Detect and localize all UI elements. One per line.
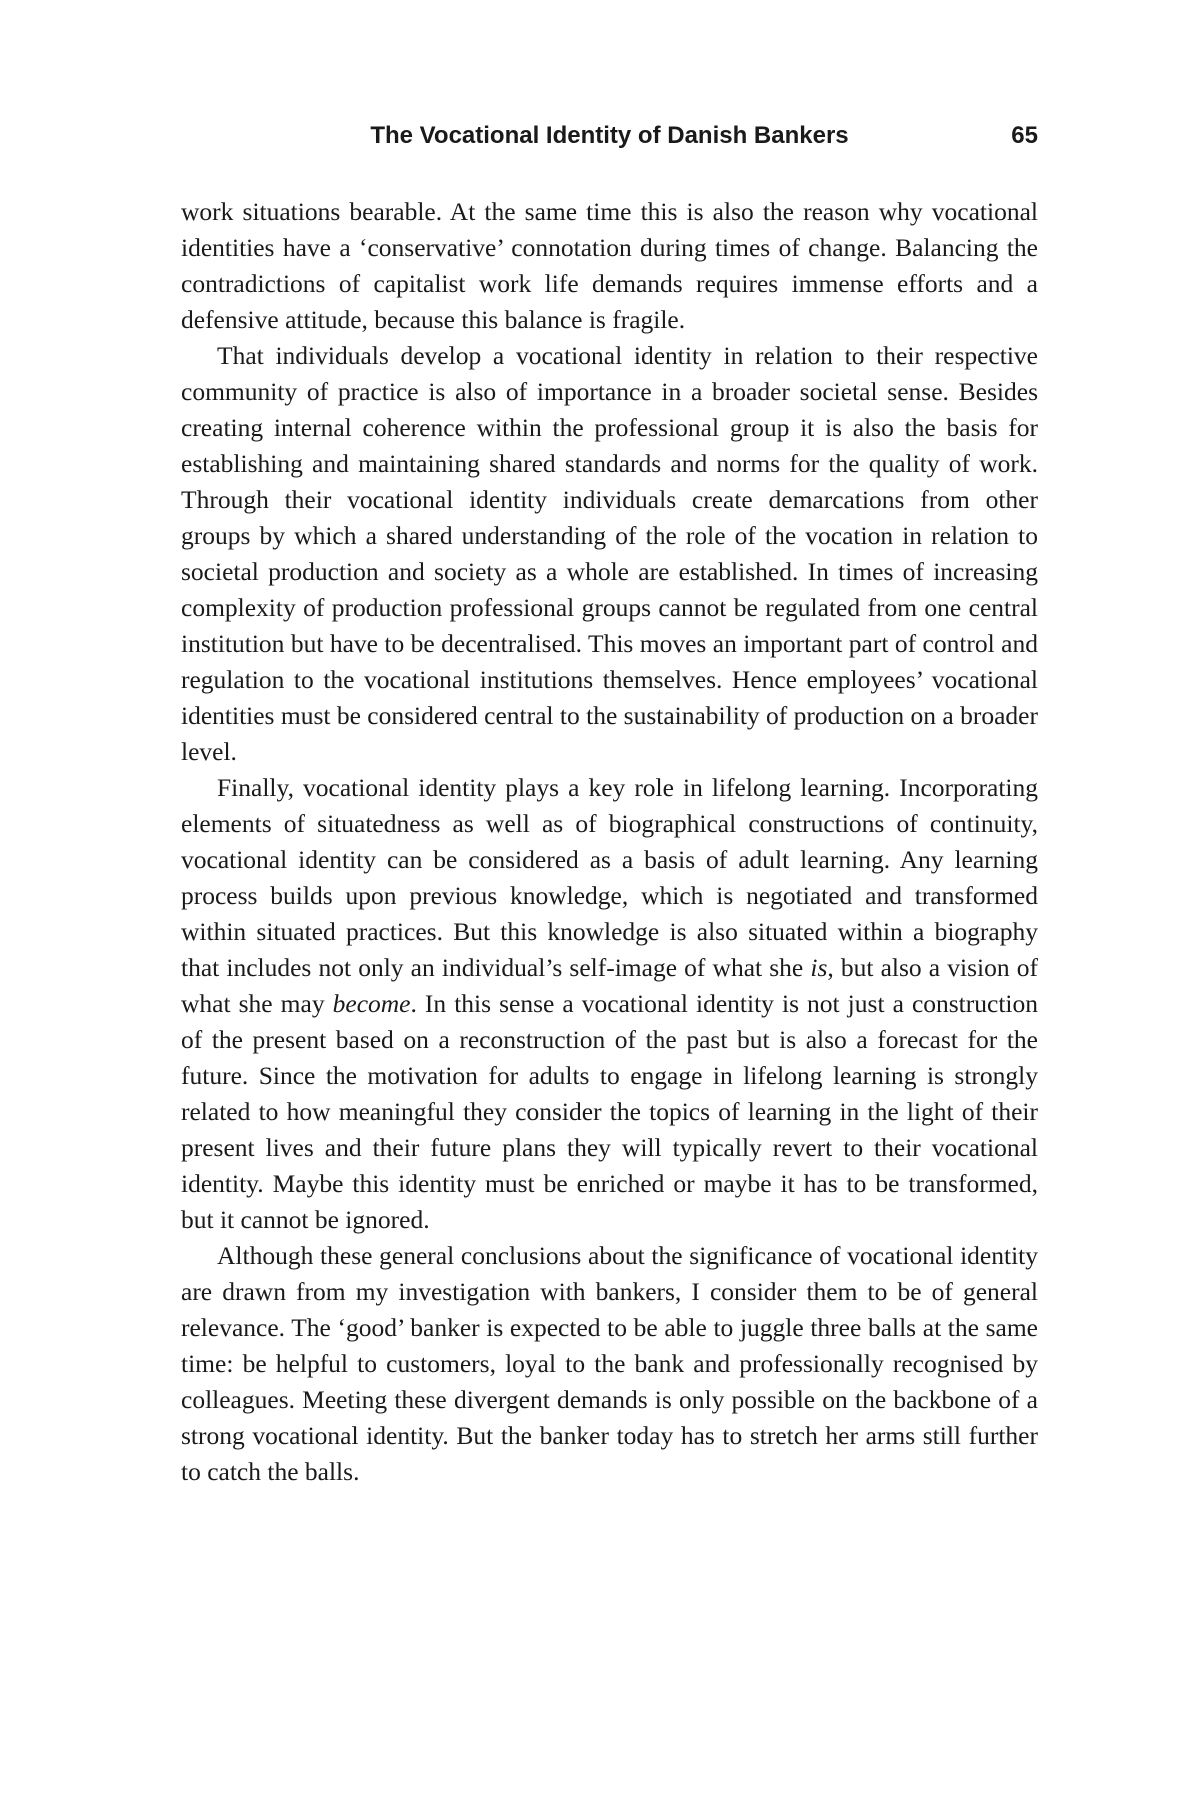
paragraph-lifelong-learning bbox=[181, 770, 1038, 1238]
paragraph-continuation: work situations bearable. At the same time this is also the reason why vocational identities have a ‘conservative’ connotation during times of change. Balancing the contradictions of capitalist work life demands requires immense efforts and a defensive attitude, because this balance is fragile. bbox=[181, 197, 1038, 334]
paragraph-general-relevance: Although these general conclusions about the significance of vocational identity are drawn from my investigation with bankers, I consider them to be of general relevance. The ‘good’ banker is expected to be able to juggle three balls at the same time: be helpful to customers, loyal to the bank and professionally recognised by colleagues. Meeting these divergent demands is only possible on the backbone of a strong vocational identity. But the banker today has to stretch her arms still further to catch the balls. bbox=[181, 1241, 1038, 1486]
running-title: The Vocational Identity of Danish Bankers bbox=[370, 122, 849, 149]
paragraph-text: Finally, vocational identity plays a key role in lifelong learning. Incorporating elements of situatedness as well as of biographical constructions of continuity, vocational identity can be considered as a basis of adult learning. Any learning process builds upon previous knowledge, which is negotiated and transformed within situated practices. But this knowledge is also situated within a biography that includes not only an individual’s self-image of what she bbox=[181, 773, 1038, 982]
paragraph-text: , but also a vision of what she may bbox=[181, 953, 1038, 1018]
page-number: 65 bbox=[1011, 122, 1038, 149]
body-text bbox=[181, 194, 1038, 1490]
emphasis-is: is bbox=[810, 953, 828, 982]
paragraph-text: . In this sense a vocational identity is not just a construction of the present based on a reconstruction of the past but is also a forecast for the future. Since the motivation for adults to engage in lifelong learning is strongly related to how meaningful they consider the topics of learning in the light of their present lives and their future plans they will typically revert to their vocational identity. Maybe this identity must be enriched or maybe it has to be transformed, but it cannot be ignored. bbox=[181, 989, 1039, 1234]
paragraph-community-of-practice: That individuals develop a vocational identity in relation to their respective community of practice is also of importance in a broader societal sense. Besides creating internal coherence within the professional group it is also the basis for establishing and maintaining shared standards and norms for the quality of work. Through their vocational identity individuals create demarcations from other groups by which a shared understanding of the role of the vocation in relation to societal production and society as a whole are established. In times of increasing complexity of production professional groups cannot be regulated from one central institution but have to be decentralised. This moves an important part of control and regulation to the vocational institutions themselves. Hence employees’ vocational identities must be considered central to the sustainability of production on a broader level. bbox=[181, 341, 1038, 766]
running-head bbox=[181, 122, 1038, 158]
emphasis-become: become bbox=[332, 989, 411, 1018]
